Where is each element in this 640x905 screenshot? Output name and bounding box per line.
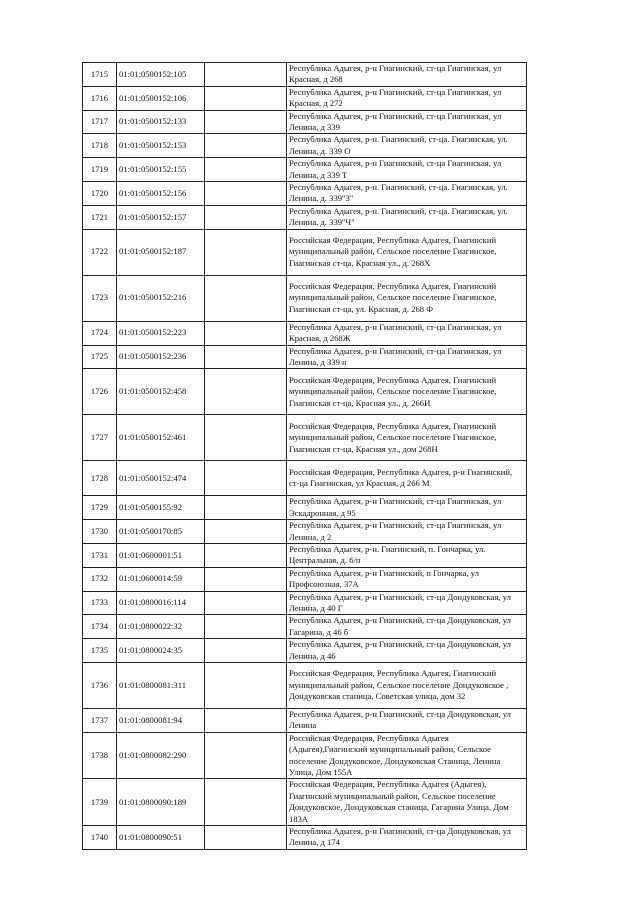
table-row — [83, 86, 527, 110]
cadastral-number: 01:01:0800016:114 — [117, 591, 205, 615]
table-row — [83, 520, 527, 544]
cadastral-number: 01:01:0500152:105 — [117, 63, 205, 87]
cadastral-number: 01:01:0600014:59 — [117, 567, 205, 591]
cadastral-number: 01:01:0500152:187 — [117, 229, 205, 275]
table-row — [83, 709, 527, 733]
row-number: 1735 — [83, 639, 117, 663]
empty-cell — [205, 826, 287, 850]
address-cell: Республика Адыгея, р-н Гиагинский, ст-ца Гиагинская, ул Красная, д 272 — [287, 86, 527, 110]
table-row — [83, 826, 527, 850]
empty-cell — [205, 779, 287, 826]
row-number: 1732 — [83, 567, 117, 591]
cadastral-number: 01:01:0500152:458 — [117, 369, 205, 415]
cadastral-number: 01:01:0800024:35 — [117, 639, 205, 663]
empty-cell — [205, 615, 287, 639]
row-number: 1727 — [83, 415, 117, 461]
address-cell: Российская Федерация, Республика Адыгея, Гиагинский муниципальный район, Сельское поселение Гиагинское, Гиагинская ст-ца, ул. Красная, д. 268 Ф — [287, 275, 527, 321]
address-cell: Республика Адыгея, р-н. Гиагинский, ст-ца. Гиагинская, ул. Ленина, д. 339"Ч" — [287, 205, 527, 229]
table-row — [83, 461, 527, 496]
row-number: 1721 — [83, 205, 117, 229]
table-row — [83, 345, 527, 369]
row-number: 1715 — [83, 63, 117, 87]
cadastral-number: 01:01:0500152:106 — [117, 86, 205, 110]
empty-cell — [205, 158, 287, 182]
address-cell: Российская Федерация, Республика Адыгея, Гиагинский муниципальный район, Сельское поселение Гиагинское, Гиагинская ст-ца, Красная ул., д. 266И — [287, 369, 527, 415]
cadastral-number: 01:01:0500152:157 — [117, 205, 205, 229]
address-cell: Российская Федерация, Республика Адыгея (Адыгея),Гиагинский муниципальный район, Сельское поселение Дондуковское, Дондуковская Станица, Ленина Улица, Дом 155А — [287, 732, 527, 779]
table-row — [83, 158, 527, 182]
table-row — [83, 639, 527, 663]
address-cell: Республика Адыгея, р-н Гиагинский, ст-ца Гиагинская, ул Ленина, д 339 — [287, 110, 527, 134]
empty-cell — [205, 461, 287, 496]
table-row — [83, 591, 527, 615]
row-number: 1718 — [83, 134, 117, 158]
table-row — [83, 205, 527, 229]
row-number: 1731 — [83, 543, 117, 567]
row-number: 1740 — [83, 826, 117, 850]
cadastral-number: 01:01:0500152:153 — [117, 134, 205, 158]
row-number: 1723 — [83, 275, 117, 321]
cadastral-number: 01:01:0500155:92 — [117, 496, 205, 520]
row-number: 1725 — [83, 345, 117, 369]
cadastral-number: 01:01:0800082:290 — [117, 732, 205, 779]
row-number: 1739 — [83, 779, 117, 826]
row-number: 1736 — [83, 663, 117, 709]
empty-cell — [205, 134, 287, 158]
table-row — [83, 229, 527, 275]
address-cell: Российская Федерация, Республика Адыгея, Гиагинский муниципальный район, Сельское поселение Гиагинское, Гиагинская ст-ца, Красная ул., дом 268Н — [287, 415, 527, 461]
empty-cell — [205, 229, 287, 275]
address-cell: Российская Федерация, Республика Адыгея (Адыгея), Гиагинский муниципальный район, Сельское поселение Дондуковское, Дондуковская станица, Гагарина Улица, Дом 183А — [287, 779, 527, 826]
address-cell: Республика Адыгея, р-н Гиагинский, ст-ца Гиагинская, ул Ленина, д 339 н — [287, 345, 527, 369]
empty-cell — [205, 110, 287, 134]
address-cell: Республика Адыгея, р-н Гиагинский, ст-ца Гиагинская, ул Ленина, д 2 — [287, 520, 527, 544]
empty-cell — [205, 86, 287, 110]
property-register-table — [82, 62, 527, 850]
cadastral-number: 01:01:0800090:51 — [117, 826, 205, 850]
empty-cell — [205, 520, 287, 544]
cadastral-number: 01:01:0800081:311 — [117, 663, 205, 709]
empty-cell — [205, 567, 287, 591]
row-number: 1733 — [83, 591, 117, 615]
address-cell: Республика Адыгея, р-н Гиагинский, ст-ца Гиагинская, ул Красная, д 268Ж — [287, 321, 527, 345]
table-row — [83, 275, 527, 321]
cadastral-number: 01:01:0500152:155 — [117, 158, 205, 182]
empty-cell — [205, 63, 287, 87]
table-row — [83, 732, 527, 779]
table-row — [83, 779, 527, 826]
table-row — [83, 110, 527, 134]
row-number: 1734 — [83, 615, 117, 639]
empty-cell — [205, 345, 287, 369]
table-row — [83, 182, 527, 206]
empty-cell — [205, 205, 287, 229]
empty-cell — [205, 709, 287, 733]
empty-cell — [205, 321, 287, 345]
address-cell: Российская Федерация, Республика Адыгея, Гиагинский муниципальный район, Сельское поселение Гиагинское, Гиагинская ст-ца, Красная ул., д. 268Х — [287, 229, 527, 275]
address-cell: Республика Адыгея, р-н Гиагинский, ст-ца Дондуковская, ул Ленина — [287, 709, 527, 733]
cadastral-number: 01:01:0500170:85 — [117, 520, 205, 544]
address-cell: Республика Адыгея, р-н. Гиагинский, ст-ца. Гиагинская, ул. Ленина, д. 339 О — [287, 134, 527, 158]
cadastral-number: 01:01:0500152:223 — [117, 321, 205, 345]
cadastral-number: 01:01:0800081:94 — [117, 709, 205, 733]
row-number: 1724 — [83, 321, 117, 345]
row-number: 1720 — [83, 182, 117, 206]
empty-cell — [205, 663, 287, 709]
empty-cell — [205, 732, 287, 779]
address-cell: Республика Адыгея, р-н Гиагинский, ст-ца Гиагинская, ул Красная, д 268 — [287, 63, 527, 87]
address-cell: Республика Адыгея, р-н Гиагинский, п Гончарка, ул Профсоюзная, 37А — [287, 567, 527, 591]
row-number: 1726 — [83, 369, 117, 415]
row-number: 1716 — [83, 86, 117, 110]
table-row — [83, 615, 527, 639]
cadastral-number: 01:01:0800090:189 — [117, 779, 205, 826]
address-cell: Республика Адыгея, р-н Гиагинский, ст-ца Дондуковская, ул Ленина, д 174 — [287, 826, 527, 850]
empty-cell — [205, 543, 287, 567]
address-cell: Российская Федерация, Республика Адыгея, р-н Гиагинский, ст-ца Гиагинская, ул Красная, д 266 М — [287, 461, 527, 496]
table-row — [83, 415, 527, 461]
table-row — [83, 63, 527, 87]
empty-cell — [205, 415, 287, 461]
cadastral-number: 01:01:0500152:133 — [117, 110, 205, 134]
row-number: 1722 — [83, 229, 117, 275]
address-cell: Республика Адыгея, р-н. Гиагинский, ст-ца. Гиагинская, ул. Ленина, д. 339"З" — [287, 182, 527, 206]
empty-cell — [205, 275, 287, 321]
table-body — [83, 63, 527, 850]
address-cell: Республика Адыгея, р-н Гиагинский, ст-ца Дондуковская, ул Ленина, д 40 Г — [287, 591, 527, 615]
address-cell: Республика Адыгея, р-н. Гиагинский, п. Гончарка, ул. Центральная, д. 6/п — [287, 543, 527, 567]
empty-cell — [205, 182, 287, 206]
address-cell: Республика Адыгея, р-н Гиагинский, ст-ца Гиагинская, ул Ленина, д 339 Т — [287, 158, 527, 182]
cadastral-number: 01:01:0500152:216 — [117, 275, 205, 321]
table-row — [83, 663, 527, 709]
row-number: 1730 — [83, 520, 117, 544]
empty-cell — [205, 591, 287, 615]
row-number: 1719 — [83, 158, 117, 182]
empty-cell — [205, 639, 287, 663]
cadastral-number: 01:01:0800022:32 — [117, 615, 205, 639]
empty-cell — [205, 369, 287, 415]
cadastral-number: 01:01:0500152:474 — [117, 461, 205, 496]
address-cell: Республика Адыгея, р-н Гиагинский, ст-ца Гиагинская, ул Эскадронная, д 95 — [287, 496, 527, 520]
table-row — [83, 321, 527, 345]
empty-cell — [205, 496, 287, 520]
table-row — [83, 567, 527, 591]
cadastral-number: 01:01:0500152:156 — [117, 182, 205, 206]
cadastral-number: 01:01:0500152:236 — [117, 345, 205, 369]
address-cell: Республика Адыгея, р-н Гиагинский, ст-ца Дондуковская, ул Ленина, д 46 — [287, 639, 527, 663]
row-number: 1729 — [83, 496, 117, 520]
table-row — [83, 496, 527, 520]
row-number: 1737 — [83, 709, 117, 733]
address-cell: Республика Адыгея, р-н Гиагинский, ст-ца Дондуковская, ул Гагарина, д 46 б — [287, 615, 527, 639]
cadastral-number: 01:01:0500152:461 — [117, 415, 205, 461]
row-number: 1738 — [83, 732, 117, 779]
address-cell: Российская Федерация, Республика Адыгея, Гиагинский муниципальный район, Сельское поселение Дондуковское , Дондуковская станица, Советская улица, дом 32 — [287, 663, 527, 709]
table-row — [83, 543, 527, 567]
row-number: 1717 — [83, 110, 117, 134]
row-number: 1728 — [83, 461, 117, 496]
table-row — [83, 369, 527, 415]
cadastral-number: 01:01:0600001:51 — [117, 543, 205, 567]
table-row — [83, 134, 527, 158]
